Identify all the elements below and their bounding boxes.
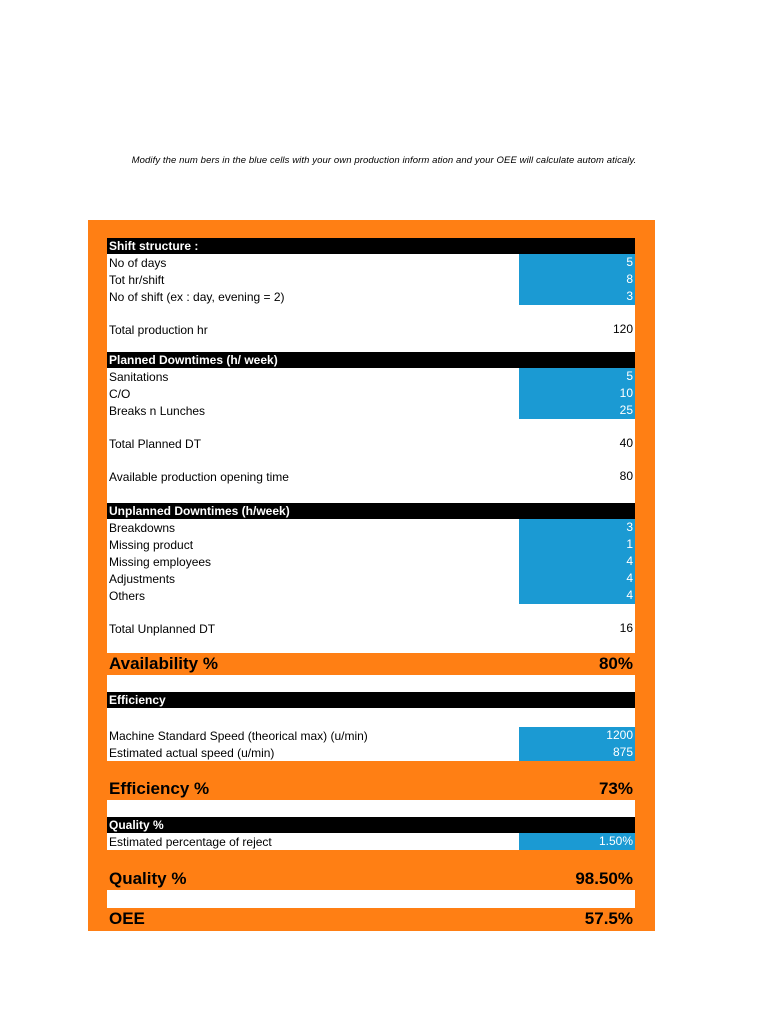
- spacer: [107, 485, 635, 503]
- efficiency-label: Efficiency %: [109, 779, 210, 798]
- input-cell-missing-product[interactable]: 1: [519, 536, 635, 553]
- row-label: Machine Standard Speed (theorical max) (u/min): [109, 728, 368, 743]
- computed-total-unplanned-dt: 16: [619, 621, 633, 635]
- computed-available-production: 80: [619, 469, 633, 483]
- spacer: [107, 305, 635, 321]
- row-label: Adjustments: [109, 571, 176, 586]
- section-header-planned: Planned Downtimes (h/ week): [107, 352, 635, 368]
- row-no-of-days: [107, 254, 635, 271]
- section-header-efficiency: Efficiency: [107, 692, 635, 708]
- row-label: No of shift (ex : day, evening = 2): [109, 289, 285, 304]
- input-cell-adjustments[interactable]: 4: [519, 570, 635, 587]
- row-no-of-shift: [107, 288, 635, 305]
- row-label: Tot hr/shift: [109, 272, 165, 287]
- row-machine-standard-speed: [107, 727, 635, 744]
- row-label: Estimated actual speed (u/min): [109, 745, 275, 760]
- spacer: [107, 637, 635, 653]
- section-header-shift: Shift structure :: [107, 238, 635, 254]
- availability-label: Availability %: [109, 654, 218, 673]
- input-cell-others[interactable]: 4: [519, 587, 635, 604]
- row-label: Estimated percentage of reject: [109, 834, 272, 849]
- input-cell-breakdowns[interactable]: 3: [519, 519, 635, 536]
- efficiency-result-row: [107, 778, 635, 800]
- instruction-text: Modify the num bers in the blue cells with your own production inform ation and your OEE will calculate autom aticaly.: [131, 155, 637, 166]
- input-cell-estimated-reject[interactable]: 1.50%: [519, 833, 635, 850]
- row-sanitations: [107, 368, 635, 385]
- row-label: Breakdowns: [109, 520, 176, 535]
- quality-label: Quality %: [109, 869, 187, 888]
- input-cell-missing-employees[interactable]: 4: [519, 553, 635, 570]
- computed-total-production-hr: 120: [612, 322, 633, 336]
- row-label: C/O: [109, 386, 131, 401]
- row-label: Total production hr: [109, 322, 208, 337]
- row-total-production-hr: [107, 321, 635, 338]
- quality-result-row: [107, 868, 635, 890]
- input-cell-co[interactable]: 10: [519, 385, 635, 402]
- input-cell-sanitations[interactable]: 5: [519, 368, 635, 385]
- row-breaks-lunches: [107, 402, 635, 419]
- spacer: [107, 675, 635, 692]
- spacer: [107, 419, 635, 435]
- row-adjustments: [107, 570, 635, 587]
- sheet-inner: [107, 238, 635, 928]
- row-label: Total Planned DT: [109, 436, 202, 451]
- row-label: Missing product: [109, 537, 194, 552]
- oee-result-row: [107, 908, 635, 930]
- input-cell-no-of-shift[interactable]: 3: [519, 288, 635, 305]
- row-breakdowns: [107, 519, 635, 536]
- input-cell-breaks-lunches[interactable]: 25: [519, 402, 635, 419]
- spacer: [107, 452, 635, 468]
- input-cell-machine-standard-speed[interactable]: 1200: [519, 727, 635, 744]
- availability-value: 80%: [598, 654, 633, 673]
- row-estimated-reject: [107, 833, 635, 850]
- section-header-unplanned: Unplanned Downtimes (h/week): [107, 503, 635, 519]
- row-label: Missing employees: [109, 554, 212, 569]
- row-estimated-actual-speed: [107, 744, 635, 761]
- row-missing-employees: [107, 553, 635, 570]
- row-total-unplanned-dt: [107, 620, 635, 637]
- quality-value: 98.50%: [575, 869, 633, 888]
- row-total-planned-dt: [107, 435, 635, 452]
- input-cell-no-of-days[interactable]: 5: [519, 254, 635, 271]
- availability-result-row: [107, 653, 635, 675]
- spacer: [107, 604, 635, 620]
- oee-calculator-sheet: [88, 220, 655, 931]
- row-missing-product: [107, 536, 635, 553]
- efficiency-value: 73%: [598, 779, 633, 798]
- row-label: Total Unplanned DT: [109, 621, 216, 636]
- row-available-production: [107, 468, 635, 485]
- oee-label: OEE: [109, 909, 145, 928]
- row-label: Breaks n Lunches: [109, 403, 206, 418]
- row-label: Available production opening time: [109, 469, 289, 484]
- row-label: Others: [109, 588, 146, 603]
- spacer: [107, 708, 635, 727]
- input-cell-estimated-actual-speed[interactable]: 875: [519, 744, 635, 761]
- spacer: [107, 800, 635, 817]
- oee-value: 57.5%: [584, 909, 633, 928]
- section-header-quality: Quality %: [107, 817, 635, 833]
- row-others: [107, 587, 635, 604]
- row-label: No of days: [109, 255, 167, 270]
- spacer: [107, 890, 635, 908]
- row-label: Sanitations: [109, 369, 169, 384]
- row-tot-hr-shift: [107, 271, 635, 288]
- computed-total-planned-dt: 40: [619, 436, 633, 450]
- spacer: [107, 338, 635, 352]
- input-cell-tot-hr-shift[interactable]: 8: [519, 271, 635, 288]
- row-co: [107, 385, 635, 402]
